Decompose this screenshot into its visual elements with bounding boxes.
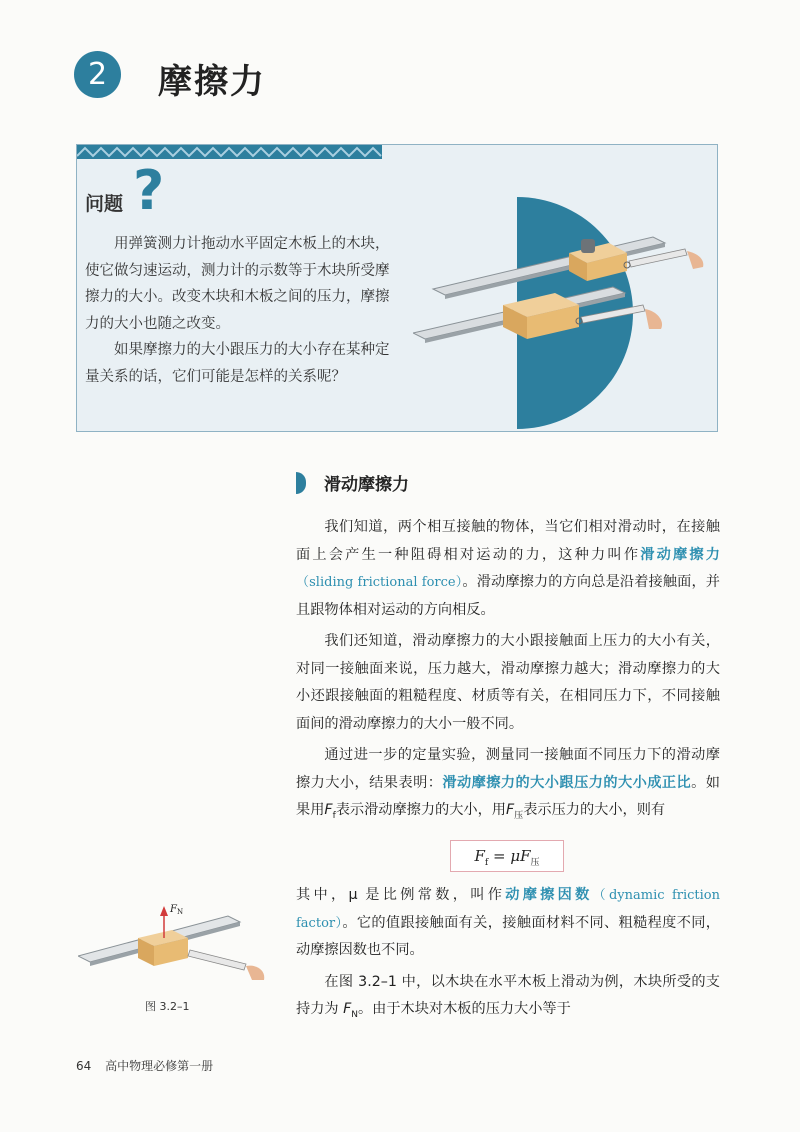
text-run: 通过进一步的定量实验，测量同一接触面不同压力下的滑动摩擦力大小，结果表明： [296,747,720,791]
body-paragraph-1 [296,514,720,624]
text-run: 表示滑动摩擦力的大小，用 [335,802,506,818]
question-paragraph-1: 用弹簧测力计拖动水平固定木板上的木块，使它做匀速运动，测力计的示数等于木块所受摩擦力的大小。改变木块和木板之间的压力，摩擦力的大小也随之改变。 [85,236,390,332]
formula-box: $F_f = \mu F_压$ [450,840,564,872]
figure-caption: 图 3.2–1 [145,1000,190,1013]
page-number: 64 [76,1059,92,1073]
question-text [85,231,397,390]
body-paragraph-2: 我们还知道，滑动摩擦力的大小跟接触面上压力的大小有关，对同一接触面来说，压力越大，滑动摩擦力越大；滑动摩擦力的大小还跟接触面的粗糙程度、材质等有关，在相同压力下，不同接触面间的滑动摩擦力的大小一般不同。 [296,633,720,732]
question-mark-icon: ? [133,159,165,222]
section-title: 摩擦力 [158,62,266,102]
symbol-fn: $F_N$ [343,1001,358,1021]
symbol-ff: $F_f$ [324,802,336,821]
text-run: 。它的值跟接触面有关，接触面材料不同、粗糙程度不同，动摩擦因数也不同。 [296,914,720,959]
question-label: 问题 [85,193,124,215]
text-run: 我们知道，两个相互接触的物体，当它们相对滑动时，在接触面上会产生一种阻碍相对运动的力，这种力叫作 [296,519,720,563]
subsection-title: 滑动摩擦力 [324,475,409,495]
text-run: 表示压力的大小，则有 [523,802,666,818]
text-run: 。由于木块对木板的压力大小等于 [357,1001,571,1018]
term-english: （sliding frictional force） [296,575,463,590]
book-title: 高中物理必修第一册 [105,1059,214,1073]
symbol-fy: $F_压$ [506,802,524,821]
term-english: （dynamic friction factor） [296,888,720,931]
figure-block-on-board [78,894,278,994]
zigzag-banner [77,145,382,159]
page-footer [76,1057,213,1074]
force-label: $F_N$ [170,904,184,916]
main-body-text [296,514,720,1034]
heading-marker-icon [296,472,306,494]
term-dynamic-friction: 动摩擦因数 [505,887,593,904]
subsection-heading [296,470,409,495]
section-number-badge: 2 [74,51,121,98]
question-box [76,144,718,432]
body-paragraph-3 [296,742,720,830]
term-sliding-friction: 滑动摩擦力 [640,546,720,563]
key-statement: 滑动摩擦力的大小跟压力的大小成正比 [442,774,692,791]
text-run: 。滑动摩擦力的方向总是沿着接触面，并且跟物体相对运动的方向相反。 [296,574,720,618]
text-run: 其中，μ 是比例常数，叫作 [296,887,506,904]
body-paragraph-5 [296,969,720,1030]
friction-experiment-illustration [413,197,713,429]
body-paragraph-4 [296,882,720,965]
text-run: 。如果用 [296,774,720,818]
question-paragraph-2: 如果摩擦力的大小跟压力的大小存在某种定量关系的话，它们可能是怎样的关系呢？ [85,342,390,385]
text-run: 在图 3.2–1 中，以木块在水平木板上滑动为例，木块所受的支持力为 [296,973,720,1018]
